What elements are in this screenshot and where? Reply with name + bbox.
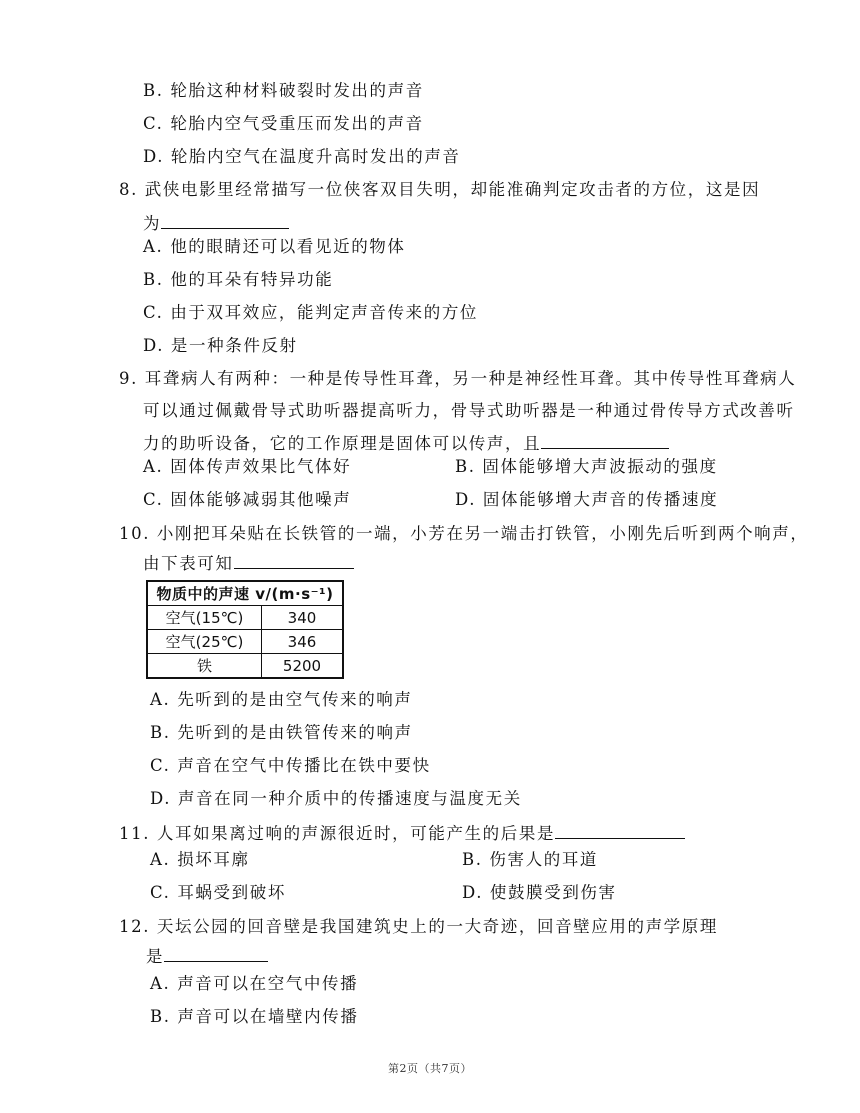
- q9-option-c: C. 固体能够减弱其他噪声: [143, 490, 352, 509]
- q10-answer-blank: [234, 552, 354, 569]
- q8-option-c: C. 由于双耳效应，能判定声音传来的方位: [143, 303, 479, 322]
- q12-stem-line2: [146, 945, 268, 967]
- q11-option-c: C. 耳蜗受到破坏: [150, 883, 286, 902]
- q8-option-b: B. 他的耳朵有特异功能: [143, 270, 334, 289]
- q10-stem-line2-text: 由下表可知: [143, 554, 234, 573]
- q8-stem-line2-text: 为: [143, 214, 162, 233]
- table-cell-medium: 空气(15℃): [147, 606, 262, 630]
- q8-stem-line1: 8. 武侠电影里经常描写一位侠客双目失明，却能准确判定攻击者的方位，这是因: [119, 180, 761, 199]
- q9-stem-line2: 可以通过佩戴骨导式助听器提高听力，骨导式助听器是一种通过骨传导方式改善听: [143, 401, 795, 420]
- q11-option-a: A. 损坏耳廓: [150, 850, 250, 869]
- q9-stem-line3: [143, 432, 669, 454]
- q11-answer-blank: [555, 822, 685, 839]
- table-header-row: [147, 581, 343, 606]
- sound-speed-table: [146, 580, 344, 679]
- q9-stem-line1: 9. 耳聋病人有两种：一种是传导性耳聋，另一种是神经性耳聋。其中传导性耳聋病人: [119, 369, 797, 388]
- q12-answer-blank: [164, 945, 268, 962]
- table-row: [147, 630, 343, 654]
- table-row: [147, 606, 343, 630]
- q7-option-c: C. 轮胎内空气受重压而发出的声音: [143, 114, 424, 133]
- q11-stem-text: 11. 人耳如果离过响的声源很近时，可能产生的后果是: [119, 824, 556, 843]
- table-cell-speed: 346: [262, 630, 344, 654]
- q8-option-a: A. 他的眼睛还可以看见近的物体: [143, 237, 406, 256]
- page-footer: 第2页（共7页）: [388, 1062, 472, 1075]
- table-cell-speed: 5200: [262, 654, 344, 679]
- q10-stem-line1: 10. 小刚把耳朵贴在长铁管的一端，小芳在另一端击打铁管，小刚先后听到两个响声，: [119, 524, 809, 543]
- q7-option-d: D. 轮胎内空气在温度升高时发出的声音: [143, 147, 461, 166]
- q10-option-a: A. 先听到的是由空气传来的响声: [150, 690, 413, 709]
- q8-option-d: D. 是一种条件反射: [143, 336, 298, 355]
- q11-option-d: D. 使鼓膜受到伤害: [462, 883, 617, 902]
- table-cell-medium: 铁: [147, 654, 262, 679]
- q9-option-d: D. 固体能够增大声音的传播速度: [455, 490, 719, 509]
- q10-option-c: C. 声音在空气中传播比在铁中要快: [150, 756, 431, 775]
- q11-option-b: B. 伤害人的耳道: [462, 850, 599, 869]
- q10-stem-line2: [143, 552, 354, 574]
- table-header: 物质中的声速 v/(m·s⁻¹): [147, 581, 343, 606]
- q9-answer-blank: [541, 432, 669, 449]
- q12-stem-line1: 12. 天坛公园的回音壁是我国建筑史上的一大奇迹，回音壁应用的声学原理: [119, 917, 718, 936]
- q12-option-b: B. 声音可以在墙壁内传播: [150, 1007, 359, 1026]
- q8-stem-line2: [143, 212, 289, 234]
- q10-option-d: D. 声音在同一种介质中的传播速度与温度无关: [150, 789, 522, 808]
- q9-option-b: B. 固体能够增大声波振动的强度: [455, 457, 718, 476]
- q9-stem-line3-text: 力的助听设备，它的工作原理是固体可以传声，且: [143, 434, 542, 453]
- q8-answer-blank: [161, 212, 289, 229]
- q12-option-a: A. 声音可以在空气中传播: [150, 974, 359, 993]
- q11-stem: [119, 822, 685, 844]
- q9-option-a: A. 固体传声效果比气体好: [143, 457, 352, 476]
- table-cell-medium: 空气(25℃): [147, 630, 262, 654]
- table-cell-speed: 340: [262, 606, 344, 630]
- q7-option-b: B. 轮胎这种材料破裂时发出的声音: [143, 81, 424, 100]
- table-row: [147, 654, 343, 679]
- q10-option-b: B. 先听到的是由铁管传来的响声: [150, 723, 413, 742]
- q12-stem-line2-text: 是: [146, 947, 165, 966]
